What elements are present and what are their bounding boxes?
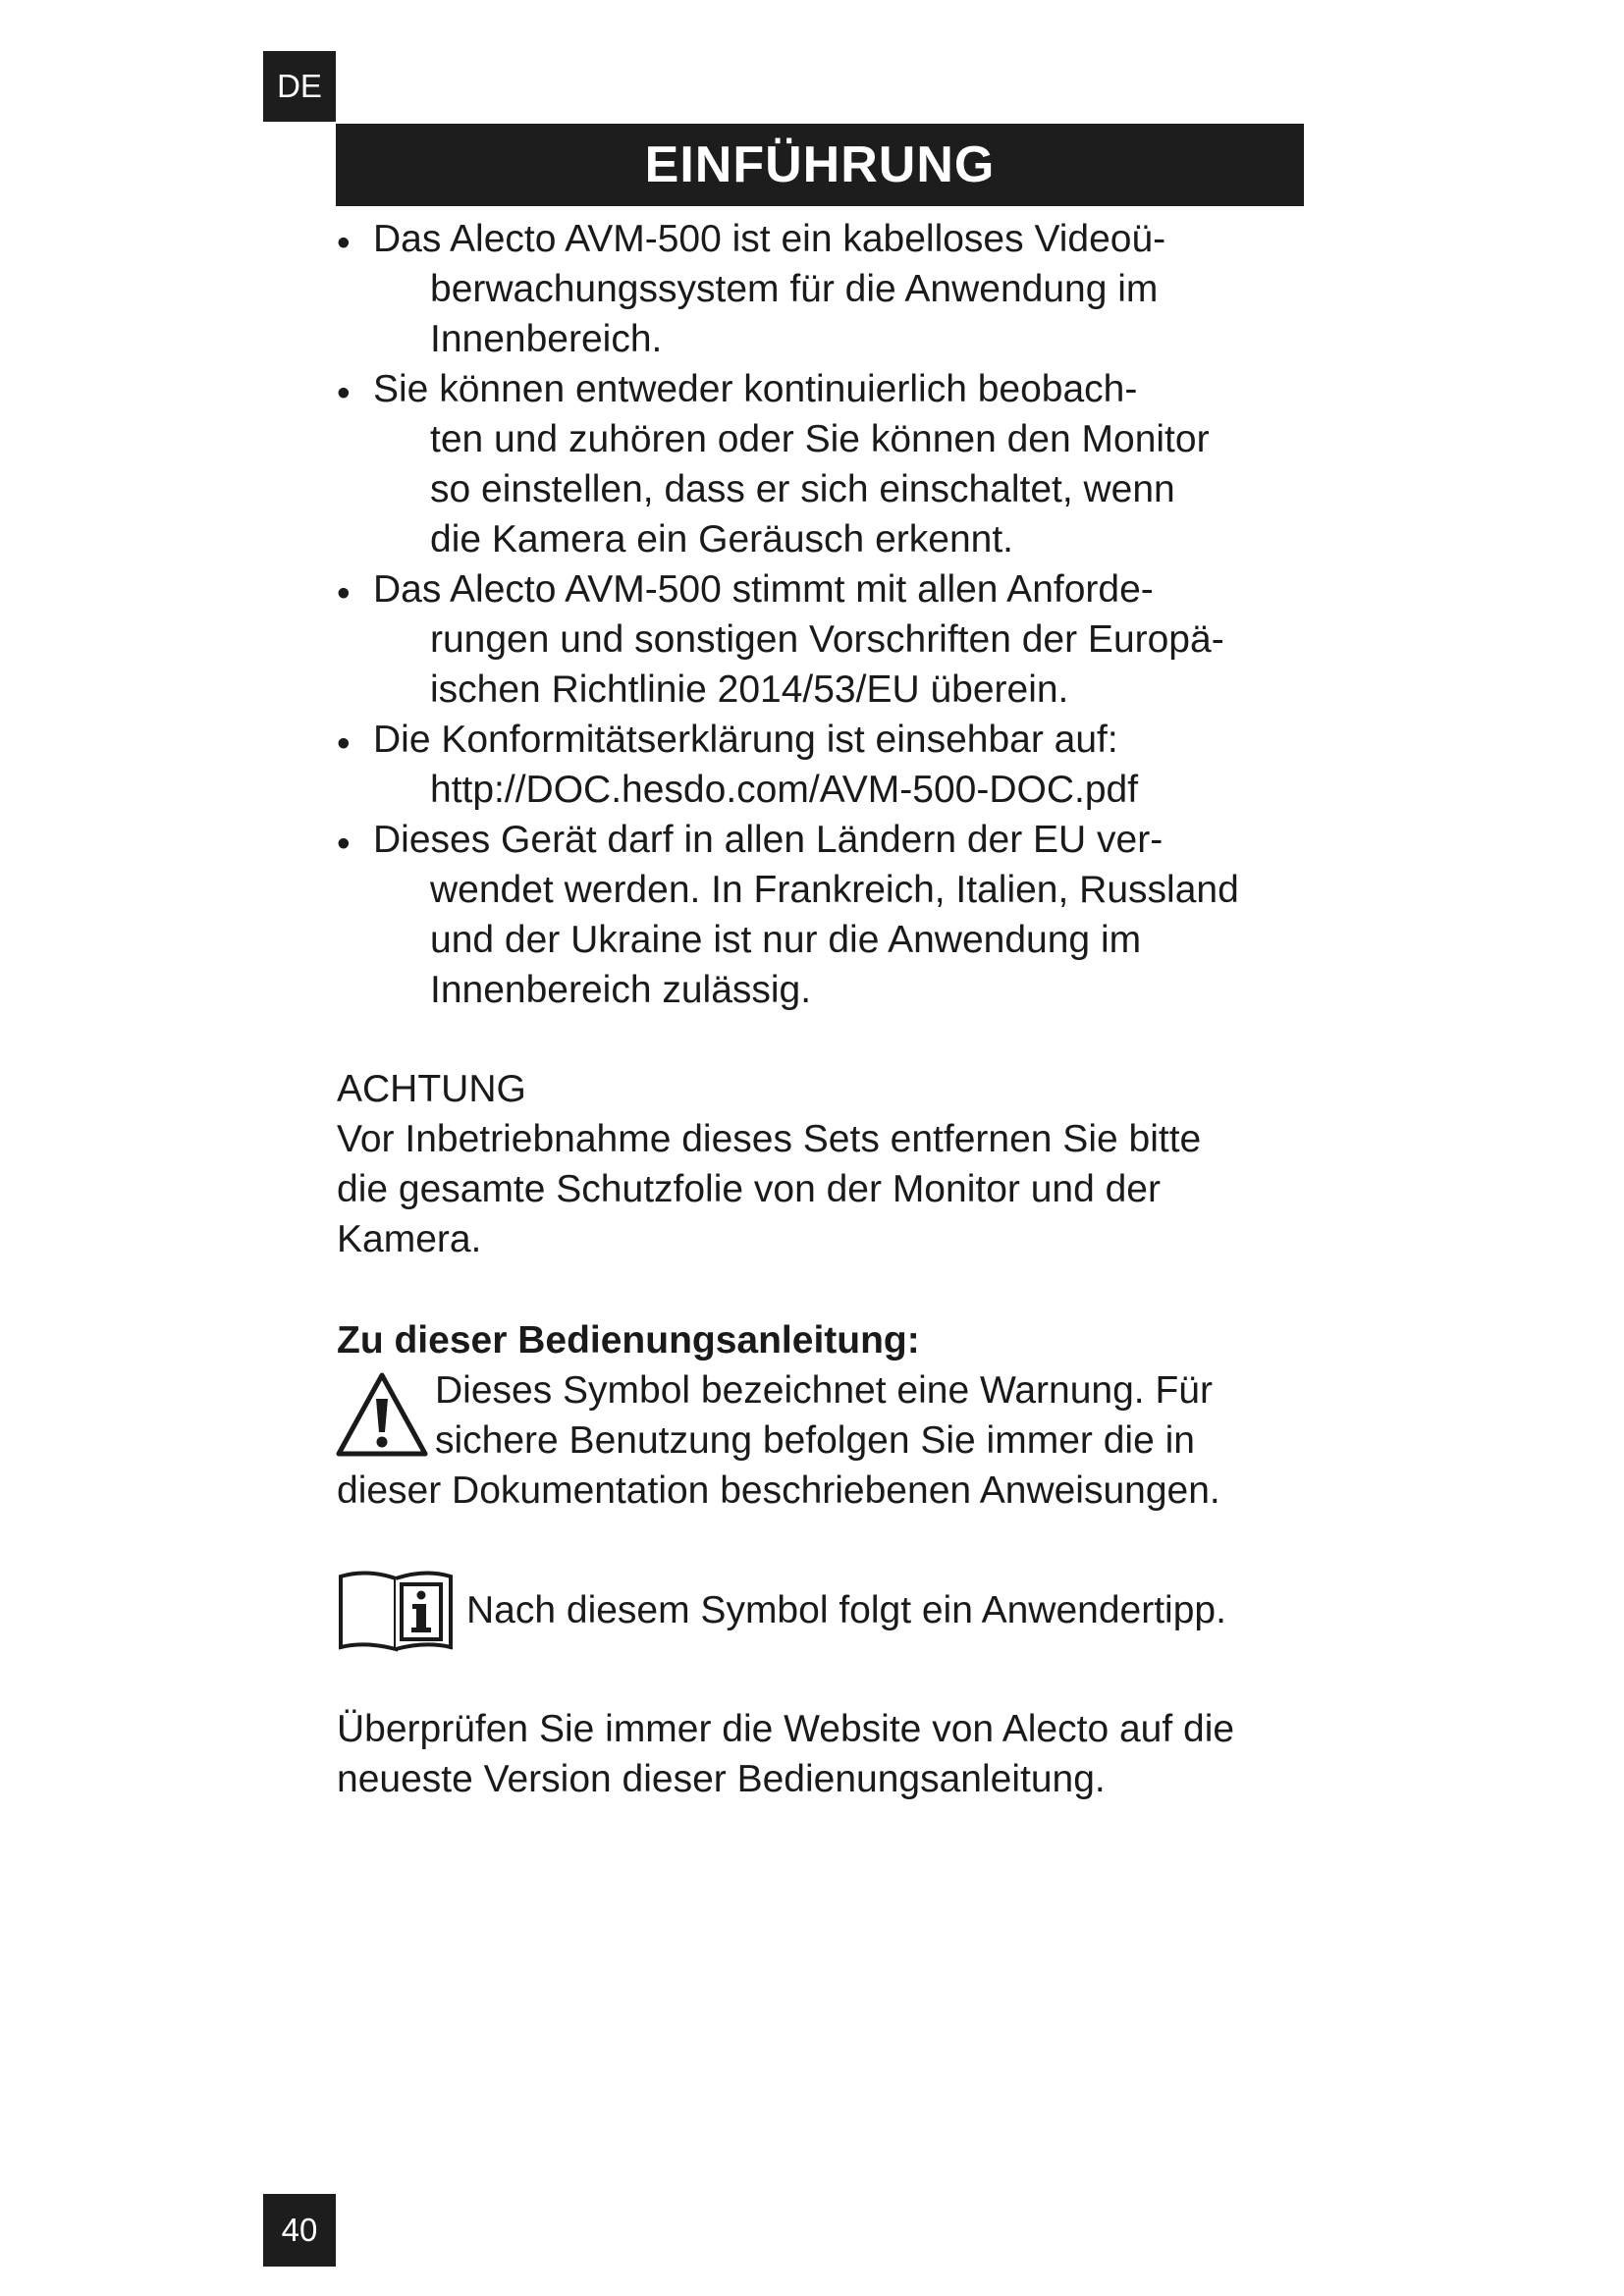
tip-text: Nach diesem Symbol folgt ein Anwendertipp.: [466, 1588, 1226, 1631]
bullet-continuation: wendet werden. In Frankreich, Italien, Russland: [430, 869, 1239, 911]
final-line: Überprüfen Sie immer die Website von Alecto auf die: [337, 1708, 1235, 1750]
list-item: [337, 564, 1309, 715]
bullet-first-line: • Dieses Gerät darf in allen Ländern der EU ver-: [337, 819, 1163, 861]
list-item: [337, 364, 1309, 564]
warning-line: sichere Benutzung befolgen Sie immer die in: [435, 1419, 1195, 1462]
bullet-first-line: • Das Alecto AVM-500 ist ein kabelloses Videoü-: [337, 218, 1165, 260]
achtung-line: die gesamte Schutzfolie von der Monitor und der: [337, 1168, 1161, 1210]
bullet-continuation: Innenbereich.: [430, 318, 663, 360]
conformity-url[interactable]: http://DOC.hesdo.com/AVM-500-DOC.pdf: [430, 769, 1139, 811]
achtung-line: Vor Inbetriebnahme dieses Sets entfernen Sie bitte: [337, 1118, 1202, 1160]
bullet-continuation: ten und zuhören oder Sie können den Monitor: [430, 418, 1210, 460]
bullet-continuation: die Kamera ein Geräusch erkennt.: [430, 518, 1013, 561]
bullet-first-line: • Die Konformitätserklärung ist einsehbar auf:: [337, 719, 1118, 761]
achtung-heading: ACHTUNG: [337, 1068, 526, 1110]
final-note: [337, 1704, 1309, 1804]
list-item: [337, 815, 1309, 1015]
info-book-icon: [337, 1563, 455, 1657]
list-item: [337, 715, 1309, 815]
bullet-continuation: rungen und sonstigen Vorschriften der Europä-: [430, 618, 1224, 661]
page-content: [337, 214, 1309, 1804]
bullet-continuation: so einstellen, dass er sich einschaltet, wenn: [430, 468, 1175, 510]
warning-triangle-icon: [333, 1369, 431, 1460]
manual-heading: Zu dieser Bedienungsanleitung:: [337, 1319, 920, 1362]
final-line: neueste Version dieser Bedienungsanleitung.: [337, 1758, 1106, 1800]
bullet-first-line: • Sie können entweder kontinuierlich beobach-: [337, 368, 1137, 410]
bullet-first-line: • Das Alecto AVM-500 stimmt mit allen Anforde-: [337, 568, 1154, 611]
bullet-continuation: Innenbereich zulässig.: [430, 969, 812, 1011]
section-title: EINFÜHRUNG: [336, 124, 1304, 206]
achtung-section: [337, 1064, 1309, 1264]
warning-line: Dieses Symbol bezeichnet eine Warnung. Für: [435, 1369, 1213, 1412]
bullet-continuation: ischen Richtlinie 2014/53/EU überein.: [430, 668, 1069, 711]
achtung-line: Kamera.: [337, 1218, 482, 1260]
language-tab: DE: [263, 51, 336, 122]
list-item: [337, 214, 1309, 364]
bullet-continuation: berwachungssystem für die Anwendung im: [430, 268, 1159, 310]
bullet-continuation: und der Ukraine ist nur die Anwendung im: [430, 919, 1142, 961]
page-number: 40: [263, 2194, 336, 2267]
tip-note: [337, 1563, 1309, 1657]
intro-bullet-list: [337, 214, 1309, 1015]
warning-note: [337, 1365, 1309, 1516]
warning-line: dieser Dokumentation beschriebenen Anweisungen.: [337, 1469, 1220, 1512]
